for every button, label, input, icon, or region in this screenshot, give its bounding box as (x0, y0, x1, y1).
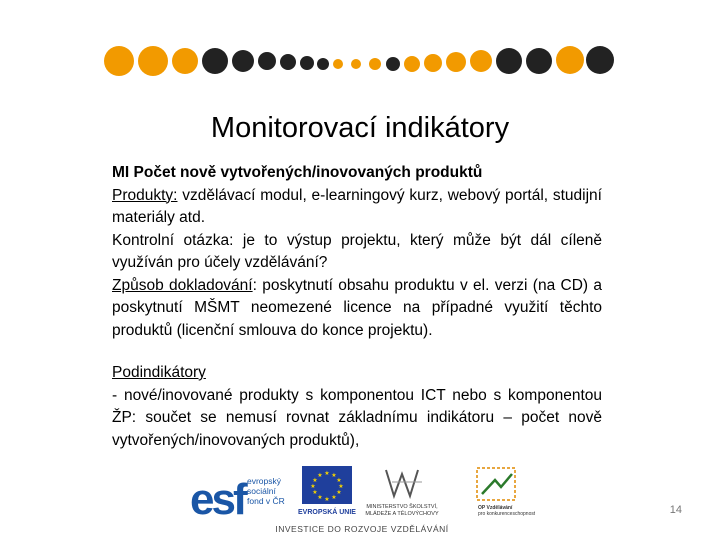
esf-caption-1: evropský (247, 476, 282, 486)
eu-caption: EVROPSKÁ UNIE (298, 509, 356, 516)
decorative-dot-row (0, 0, 720, 120)
svg-text:★: ★ (324, 470, 330, 477)
esf-caption-3: fond v ČR (247, 496, 285, 506)
slide-title: Monitorovací indikátory (210, 112, 510, 144)
dot (172, 48, 198, 74)
control-question: Kontrolní otázka: je to výstup projektu, který může být dál cíleně využíván pro účely vzdělávání? (112, 231, 602, 271)
eu-flag-logo (298, 466, 356, 516)
dot (446, 52, 466, 72)
dot (586, 46, 614, 74)
method-text: : poskytnutí obsahu produktu v el. verzi (na CD) a poskytnutí MŠMT neomezené licence na případné využití těchto produktů (licenční smlouva do konce projektu). (112, 276, 602, 339)
dot (404, 56, 420, 72)
dot (300, 56, 314, 70)
op-vk-arrow-icon (482, 474, 512, 494)
svg-text:★: ★ (312, 477, 318, 484)
method-label: Způsob dokladování (112, 276, 253, 294)
svg-text:★: ★ (336, 477, 342, 484)
msmt-mark-icon (386, 470, 418, 496)
dot (317, 58, 329, 70)
indicator-heading: MI Počet nově vytvořených/inovovaných produktů (112, 164, 483, 181)
svg-text:★: ★ (331, 472, 337, 479)
dot (526, 48, 552, 74)
dot (369, 58, 381, 70)
subindicators-heading (112, 362, 602, 385)
dot (280, 54, 296, 70)
dot (470, 50, 492, 72)
dot (104, 46, 134, 76)
svg-text:★: ★ (310, 483, 316, 490)
svg-text:★: ★ (338, 483, 344, 490)
op-vk-logo (477, 468, 535, 517)
subindicators-text: - nové/inovované produkty s komponentou ICT nebo s komponentou ŽP: součet se nemusí rovnat základnímu indikátoru – počet nově vytvořených/inovovaných produktů), (112, 386, 602, 449)
dot (386, 57, 400, 71)
dot (556, 46, 584, 74)
svg-text:★: ★ (324, 496, 330, 503)
svg-text:★: ★ (331, 494, 337, 501)
esf-caption-2: sociální (247, 486, 276, 496)
op-vk-caption-1: OP Vzdělávání (478, 505, 513, 511)
funding-logos (190, 462, 535, 540)
op-vk-caption-2: pro konkurenceschopnost (478, 511, 535, 517)
svg-text:★: ★ (317, 472, 323, 479)
products-paragraph (112, 185, 602, 230)
svg-text:★: ★ (312, 489, 318, 496)
dot (496, 48, 522, 74)
svg-text:★: ★ (336, 489, 342, 496)
dot (351, 59, 361, 69)
dot (232, 50, 254, 72)
dot (202, 48, 228, 74)
slide-content (112, 162, 602, 452)
dot (258, 52, 276, 70)
esf-wordmark: esf (190, 475, 245, 524)
method-paragraph (112, 275, 602, 343)
svg-text:★: ★ (317, 494, 323, 501)
page-number: 14 (669, 504, 682, 516)
dot (333, 59, 343, 69)
dot (424, 54, 442, 72)
products-text: vzdělávací modul, e-learningový kurz, webový portál, studijní materiály atd. (112, 186, 602, 226)
msmt-caption-1: MINISTERSTVO ŠKOLSTVÍ, (366, 504, 438, 510)
esf-logo (190, 475, 285, 524)
products-label: Produkty: (112, 186, 178, 204)
msmt-logo (365, 470, 439, 517)
logos-footer: INVESTICE DO ROZVOJE VZDĚLÁVÁNÍ (275, 524, 449, 534)
msmt-caption-2: MLÁDEŽE A TĚLOVÝCHOVY (365, 511, 439, 517)
subindicators-label: Podindikátory (112, 364, 206, 381)
op-vk-frame (477, 468, 515, 500)
dot (138, 46, 168, 76)
